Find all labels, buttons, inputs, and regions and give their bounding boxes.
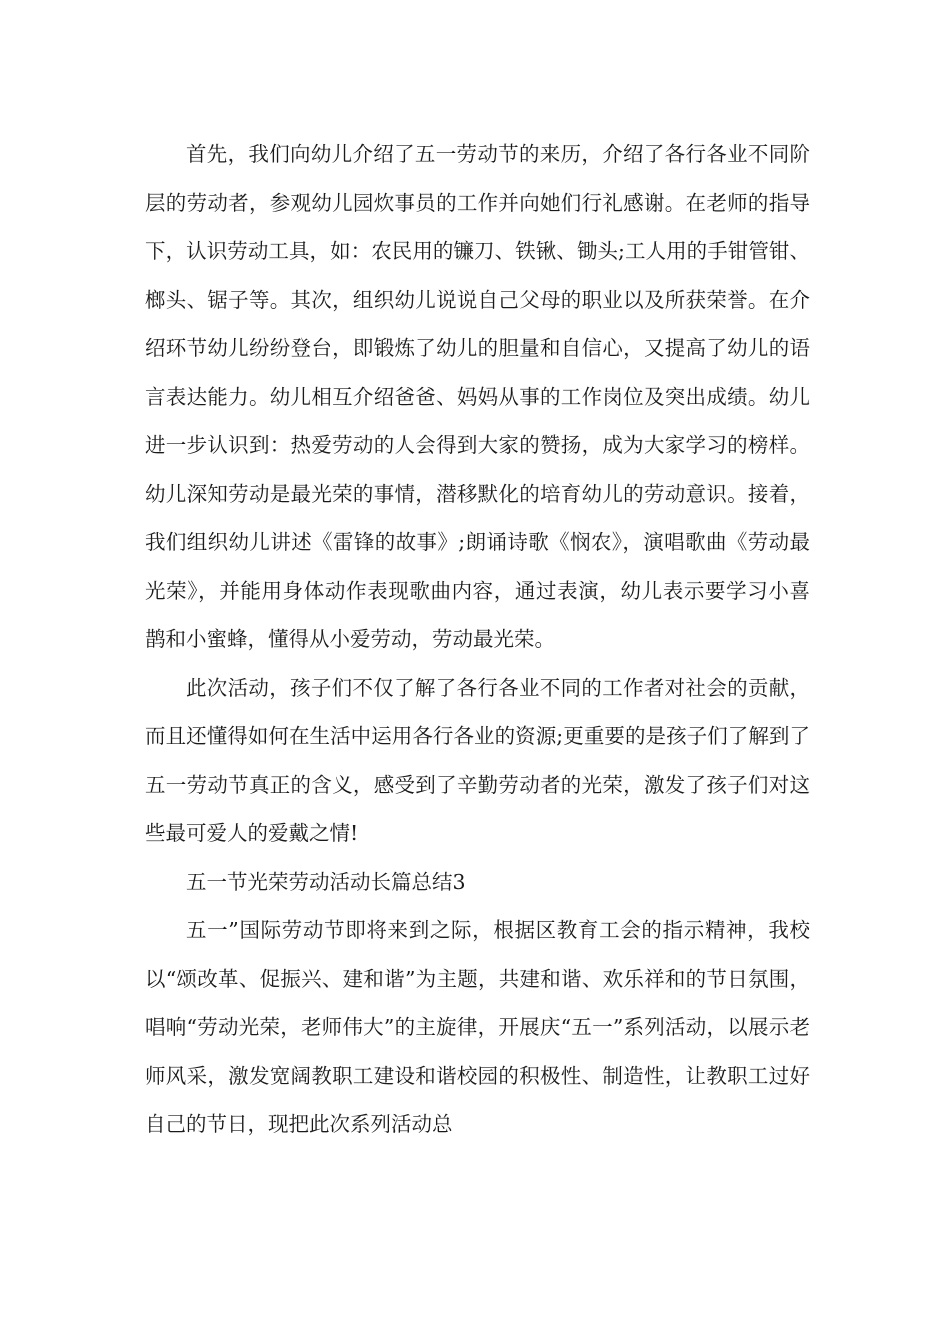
document-body <box>145 130 810 1149</box>
paragraph-1: 首先，我们向幼儿介绍了五一劳动节的来历，介绍了各行各业不同阶层的劳动者，参观幼儿园炊事员的工作并向她们行礼感谢。在老师的指导下，认识劳动工具，如：农民用的镰刀、铁锹、锄头;工人用的手钳管钳、榔头、锯子等。其次，组织幼儿说说自己父母的职业以及所获荣誉。在介绍环节幼儿纷纷登台，即锻炼了幼儿的胆量和自信心，又提高了幼儿的语言表达能力。幼儿相互介绍爸爸、妈妈从事的工作岗位及突出成绩。幼儿进一步认识到：热爱劳动的人会得到大家的赞扬，成为大家学习的榜样。幼儿深知劳动是最光荣的事情，潜移默化的培育幼儿的劳动意识。接着，我们组织幼儿讲述《雷锋的故事》;朗诵诗歌《悯农》，演唱歌曲《劳动最光荣》，并能用身体动作表现歌曲内容，通过表演，幼儿表示要学习小喜鹊和小蜜蜂，懂得从小爱劳动，劳动最光荣。 <box>145 142 810 651</box>
paragraph-3: 五一”国际劳动节即将来到之际，根据区教育工会的指示精神，我校以“颂改革、促振兴、建和谐”为主题，共建和谐、欢乐祥和的节日氛围，唱响“劳动光荣，老师伟大”的主旋律，开展庆“五一”系列活动，以展示老师风采，激发宽阔教职工建设和谐校园的积极性、制造性，让教职工过好自己的节日，现把此次系列活动总 <box>145 918 810 1136</box>
section-heading: 五一节光荣劳动活动长篇总结3 <box>186 869 466 894</box>
paragraph-2: 此次活动，孩子们不仅了解了各行各业不同的工作者对社会的贡献，而且还懂得如何在生活中运用各行各业的资源;更重要的是孩子们了解到了五一劳动节真正的含义，感受到了辛勤劳动者的光荣，激发了孩子们对这些最可爱人的爱戴之情! <box>145 675 810 845</box>
